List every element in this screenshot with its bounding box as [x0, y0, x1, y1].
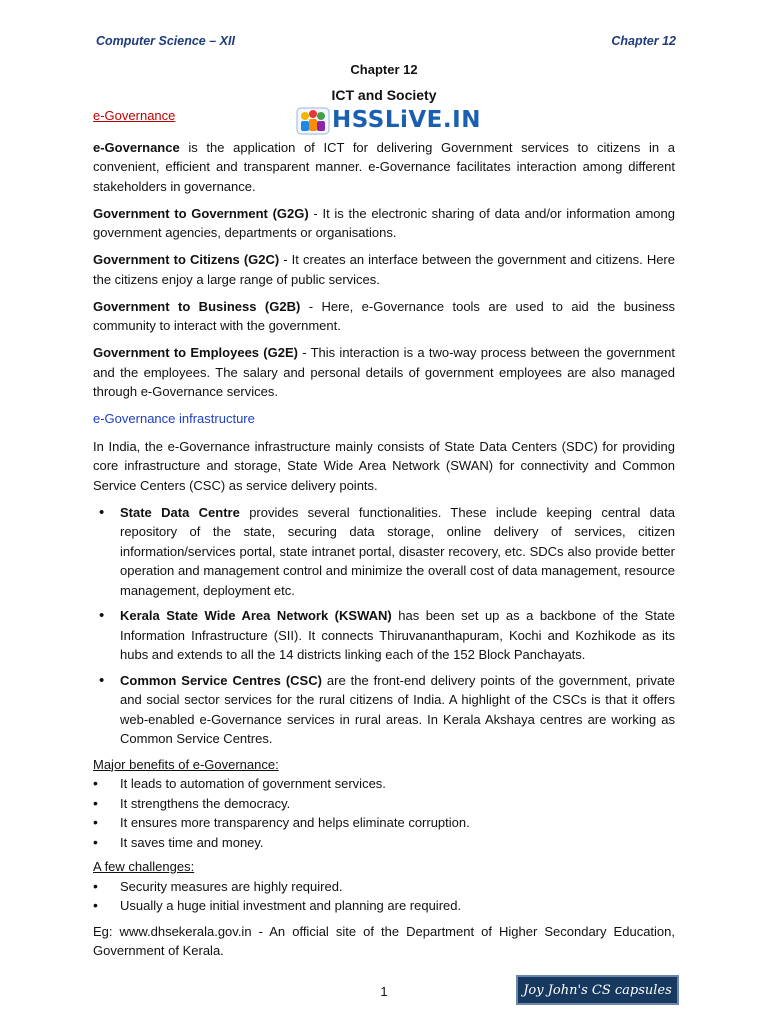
type-paragraph-g2b [93, 297, 675, 336]
list-item: • Usually a huge initial investment and planning are required. [93, 896, 675, 916]
logo-text: HSSLiVE.IN [332, 106, 481, 133]
type-term: Government to Business (G2B) [93, 298, 301, 314]
item-term: Kerala State Wide Area Network (KSWAN) [120, 608, 392, 623]
challenges-list [93, 877, 675, 916]
list-item [93, 671, 675, 749]
type-paragraph-g2c [93, 250, 675, 289]
type-text: - It is the electronic sharing of data and/or information among government agencies, departments or organisations. [93, 205, 675, 240]
list-item: • It strengthens the democracy. [93, 794, 675, 814]
type-term: Government to Employees (G2E) [93, 345, 298, 360]
chapter-label: Chapter 12 [350, 62, 418, 77]
item-text: provides several functionalities. These include keeping central data repository of the state, securing data storage, online delivery of services, citizen information/services portal, state intranet portal, disaster recovery, etc. SDCs also provide better operation and management control and minimize the overall cost of data management, resource management, deployment etc. [120, 504, 675, 598]
list-item [93, 503, 675, 601]
page-number: 1 [380, 984, 388, 999]
intro-paragraph [93, 138, 675, 197]
type-text: - It creates an interface between the government and citizens. Here the citizens enjoy a large range of public services. [93, 252, 675, 287]
item-term: State Data Centre [120, 504, 240, 520]
item-text: are the front-end delivery points of the government, private and social sector services for the rural citizens of India. A highlight of the CSCs is that it offers web-enabled e-Governance services in rural areas. In Kerala Akshaya centres are working as Common Service Centres. [120, 672, 675, 746]
list-item: • It ensures more transparency and helps eliminate corruption. [93, 813, 675, 833]
list-item: • It leads to automation of government services. [93, 774, 675, 794]
infra-list [93, 503, 675, 749]
infra-heading: e-Governance infrastructure [93, 411, 255, 426]
author-badge: Joy John's CS capsules [516, 975, 679, 1005]
list-item: • Security measures are highly required. [93, 877, 675, 897]
type-paragraph-g2e [93, 343, 675, 402]
benefits-list [93, 774, 675, 852]
egov-heading: e-Governance [93, 108, 176, 123]
intro-term: e-Governance [93, 139, 180, 155]
challenges-heading: A few challenges: [93, 859, 195, 874]
intro-text: is the application of ICT for delivering Government services to citizens in a convenient, efficient and transparent manner. e-Governance facilitates interaction among different stakeholders in governance. [93, 139, 675, 194]
type-term: Government to Government (G2G) [93, 205, 309, 221]
list-item: • It saves time and money. [93, 833, 675, 853]
type-text: - This interaction is a two-way process between the government and the employees. The salary and personal details of government employees are also managed through e-Governance services. [93, 345, 675, 399]
item-text: has been set up as a backbone of the State Information Infrastructure (SII). It connects Thiruvananthapuram, Kochi and Kozhikode as its hubs and extends to all the 14 districts linking each of the 152 Block Panchayats. [120, 608, 675, 662]
type-text: - Here, e-Governance tools are used to aid the business community to interact with the government. [93, 298, 675, 333]
chapter-title: ICT and Society [331, 87, 437, 103]
example-paragraph: Eg: www.dhsekerala.gov.in - An official site of the Department of Higher Secondary Education, Government of Kerala. [93, 923, 675, 958]
content [93, 106, 675, 968]
header-chapter: Chapter 12 [611, 34, 676, 48]
benefits-heading: Major benefits of e-Governance: [93, 756, 279, 772]
list-item [93, 606, 675, 665]
type-term: Government to Citizens (G2C) [93, 252, 280, 267]
header-subject: Computer Science – XII [96, 34, 235, 48]
type-paragraph-g2g [93, 204, 675, 243]
item-term: Common Service Centres (CSC) [120, 672, 322, 688]
infra-intro: In India, the e-Governance infrastructure mainly consists of State Data Centers (SDC) for providing core infrastructure and storage, State Wide Area Network (SWAN) for connectivity and Common Service Centers (CSC) as service delivery points. [93, 438, 675, 493]
